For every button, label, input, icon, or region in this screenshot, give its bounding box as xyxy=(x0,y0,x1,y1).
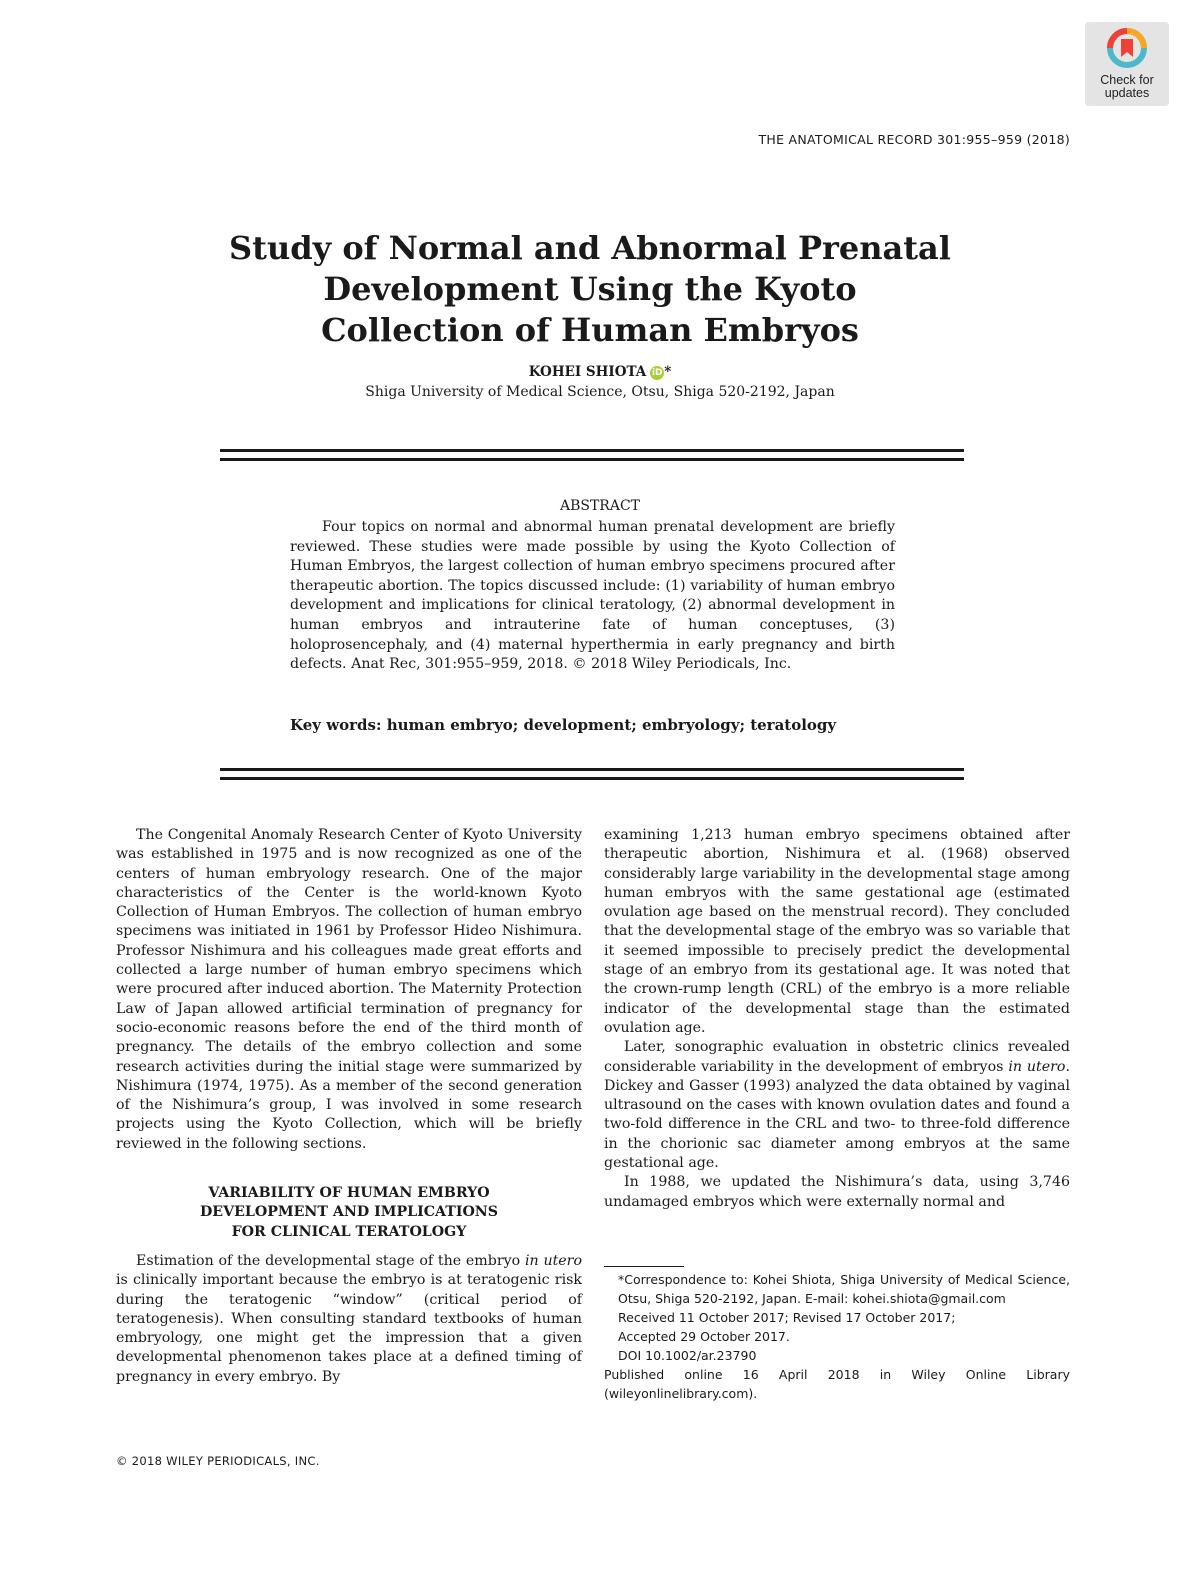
keywords: Key words: human embryo; development; embryology; teratology xyxy=(290,716,837,734)
top-rule-2 xyxy=(220,458,964,461)
badge-line-2: updates xyxy=(1104,86,1150,100)
author-name: KOHEI SHIOTA xyxy=(528,364,647,380)
doi: DOI 10.1002/ar.23790 xyxy=(618,1348,757,1363)
continued-paragraph: examining 1,213 human embryo specimens obtained after therapeutic abortion, Nishimura et al. (1968) observed considerably large variability in the developmental stage among human embryos with the same gestational age (estimated ovulation age based on the menstrual record). They concluded that the developmental stage of the embryo was so variable that it seemed impossible to precisely predict the developmental stage of an embryo from its gestational age. It was noted that the crown-rump length (CRL) of the embryo is a more reliable indicator of the developmental stage than the estimated ovulation age. xyxy=(604,827,1070,1036)
text-run: is clinically important because the embryo is at teratogenic risk during the teratogenic “window” (critical period of teratogenesis). When consulting standard textbooks of human embryology, one might get the impression that a given developmental phenomenon takes place at a defined timing of pregnancy in every embryo. By xyxy=(116,1272,582,1385)
top-rule-1 xyxy=(220,449,964,452)
author-line xyxy=(0,364,1200,380)
orcid-icon[interactable]: iD xyxy=(651,367,663,378)
intro-paragraph: The Congenital Anomaly Research Center of Kyoto University was established in 1975 and is now recognized as one of the centers of human embryology research. One of the major characteristics of the Center is the world-known Kyoto Collection of Human Embryos. The collection of human embryo specimens was initiated in 1961 by Professor Hideo Nishimura. Professor Nishimura and his colleagues made great efforts and collected a large number of human embryo specimens which were procured after induced abortion. The Maternity Protection Law of Japan allowed artificial termination of pregnancy for socio-economic reasons before the end of the third month of pregnancy. The details of the embryo collection and some research activities during the initial stage were summarized by Nishimura (1974, 1975). As a member of the second generation of the Nishimura’s group, I was involved in some research projects using the Kyoto Collection, which will be briefly reviewed in the following sections. xyxy=(116,827,582,1152)
section-paragraph xyxy=(116,1252,582,1387)
affiliation: Shiga University of Medical Science, Otsu, Shiga 520-2192, Japan xyxy=(365,384,835,400)
abstract-body: Four topics on normal and abnormal human prenatal development are briefly reviewed. These studies were made possible by using the Kyoto Collection of Human Embryos, the largest collection of human embryo specimens procured after therapeutic abortion. The topics discussed include: (1) variability of human embryo development and implications for clinical teratology, (2) abnormal development in human embryos and intrauterine fate of human conceptuses, (3) holoprosencephaly, and (4) maternal hyperthermia in early pregnancy and birth defects. Anat Rec, 301:955–959, 2018. © 2018 Wiley Periodicals, Inc. xyxy=(290,519,895,673)
received-dates: Received 11 October 2017; Revised 17 October 2017; xyxy=(618,1310,956,1325)
section-heading-line-1: VARIABILITY OF HUMAN EMBRYO xyxy=(208,1185,490,1202)
update-paragraph: In 1988, we updated the Nishimura’s data, using 3,746 undamaged embryos which were externally normal and xyxy=(604,1174,1070,1210)
section-heading-line-2: DEVELOPMENT AND IMPLICATIONS xyxy=(199,1204,499,1221)
correspondence-note: *Correspondence to: Kohei Shiota, Shiga University of Medical Science, Otsu, Shiga 520-2192, Japan. E-mail: kohei.shiota@gmail.com xyxy=(618,1272,1070,1306)
bottom-rule-2 xyxy=(220,777,964,780)
published-note: Published online 16 April 2018 in Wiley Online Library (wileyonlinelibrary.com). xyxy=(604,1367,1070,1401)
running-head: THE ANATOMICAL RECORD 301:955–959 (2018) xyxy=(758,132,1070,147)
badge-label xyxy=(1085,74,1169,100)
copyright-footer: © 2018 WILEY PERIODICALS, INC. xyxy=(116,1454,320,1468)
accepted-date: Accepted 29 October 2017. xyxy=(618,1329,790,1344)
sonography-paragraph xyxy=(604,1038,1070,1173)
section-heading xyxy=(116,1184,582,1242)
text-run: Later, sonographic evaluation in obstetric clinics revealed considerable variability in the development of embryos xyxy=(604,1039,1070,1075)
title-line-3: Collection of Human Embryos xyxy=(321,311,859,349)
section-heading-line-3: FOR CLINICAL TERATOLOGY xyxy=(231,1223,467,1240)
bottom-rule-1 xyxy=(220,768,964,771)
italic-run: in utero xyxy=(524,1252,583,1269)
right-column xyxy=(604,826,1070,1212)
text-run: . Dickey and Gasser (1993) analyzed the data obtained by vaginal ultrasound on the cases with known ovulation dates and found a two-fold difference in the CRL and two- to three-fold difference in the chorionic sac diameter among embryos at the same gestational age. xyxy=(604,1058,1070,1172)
left-column xyxy=(116,826,582,1387)
italic-run: in utero xyxy=(1008,1058,1066,1075)
author-marker: * xyxy=(664,364,672,380)
bookmark-ring-icon xyxy=(1105,26,1149,70)
footnote-rule xyxy=(604,1266,684,1267)
article-title xyxy=(190,228,990,351)
badge-line-1: Check for xyxy=(1100,73,1154,87)
title-line-2: Development Using the Kyoto xyxy=(323,270,857,308)
footnote xyxy=(604,1270,1070,1403)
check-for-updates-badge[interactable] xyxy=(1085,22,1169,106)
title-line-1: Study of Normal and Abnormal Prenatal xyxy=(229,229,951,267)
abstract-heading: ABSTRACT xyxy=(559,498,641,514)
text-run: Estimation of the developmental stage of the embryo xyxy=(136,1252,525,1269)
